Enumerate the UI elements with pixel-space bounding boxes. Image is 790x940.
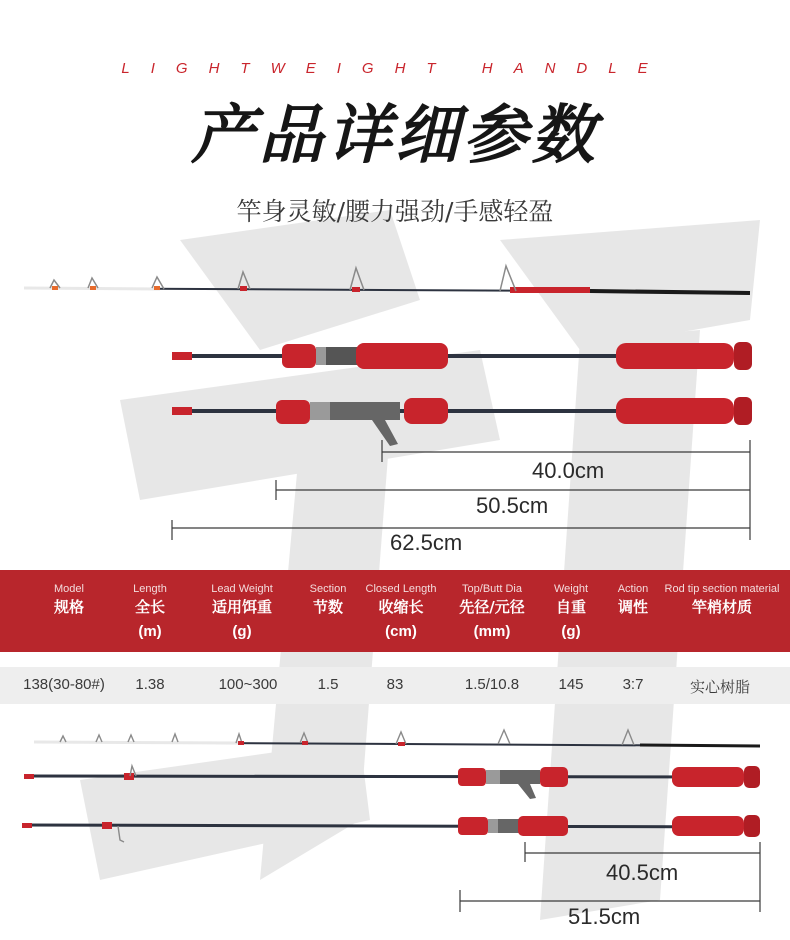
col-section: Section 节数 (309, 583, 347, 616)
col-model: Model 规格 (53, 583, 84, 616)
bottom-handle-rod-a (24, 766, 760, 799)
page-title: 产品详细参数 (191, 99, 599, 173)
page-subtitle: 竿身灵敏/腰力强劲/手感轻盈 (236, 197, 554, 226)
tagline: LIGHTWEIGHT HANDLE (121, 60, 669, 77)
table-cell: 138(30-80#) (23, 676, 105, 693)
table-cell: 145 (558, 676, 584, 693)
col-top-butt-dia: Top/Butt Dia 先径/元径 (mm) (459, 583, 525, 640)
dimension-label-40cm: 40.0cm (532, 458, 605, 483)
table-cell: 1.38 (135, 676, 165, 693)
dimension-label-51-5cm: 51.5cm (568, 904, 641, 929)
col-tip-material: Rod tip section material 竿梢材质 (664, 583, 780, 616)
col-length: Length 全长 (m) (133, 583, 167, 640)
col-action: Action 调性 (617, 583, 649, 616)
table-cell: 实心树脂 (689, 679, 750, 696)
table-cell: 83 (386, 676, 404, 693)
dimension-label-62cm: 62.5cm (390, 530, 463, 555)
bottom-handle-rod-b (22, 815, 760, 842)
dimension-label-50cm: 50.5cm (476, 493, 549, 518)
table-cell: 100~300 (218, 676, 278, 693)
table-cell: 1.5 (317, 676, 339, 693)
table-cell: 3:7 (622, 676, 644, 693)
col-closed-length: Closed Length 收缩长 (cm) (365, 583, 437, 640)
col-lead-weight: Lead Weight 适用饵重 (g) (211, 583, 273, 640)
bottom-assembled-rod (34, 730, 760, 746)
col-weight: Weight 自重 (g) (553, 583, 589, 640)
dimension-label-40-5cm: 40.5cm (606, 860, 679, 885)
table-cell: 1.5/10.8 (464, 676, 520, 693)
